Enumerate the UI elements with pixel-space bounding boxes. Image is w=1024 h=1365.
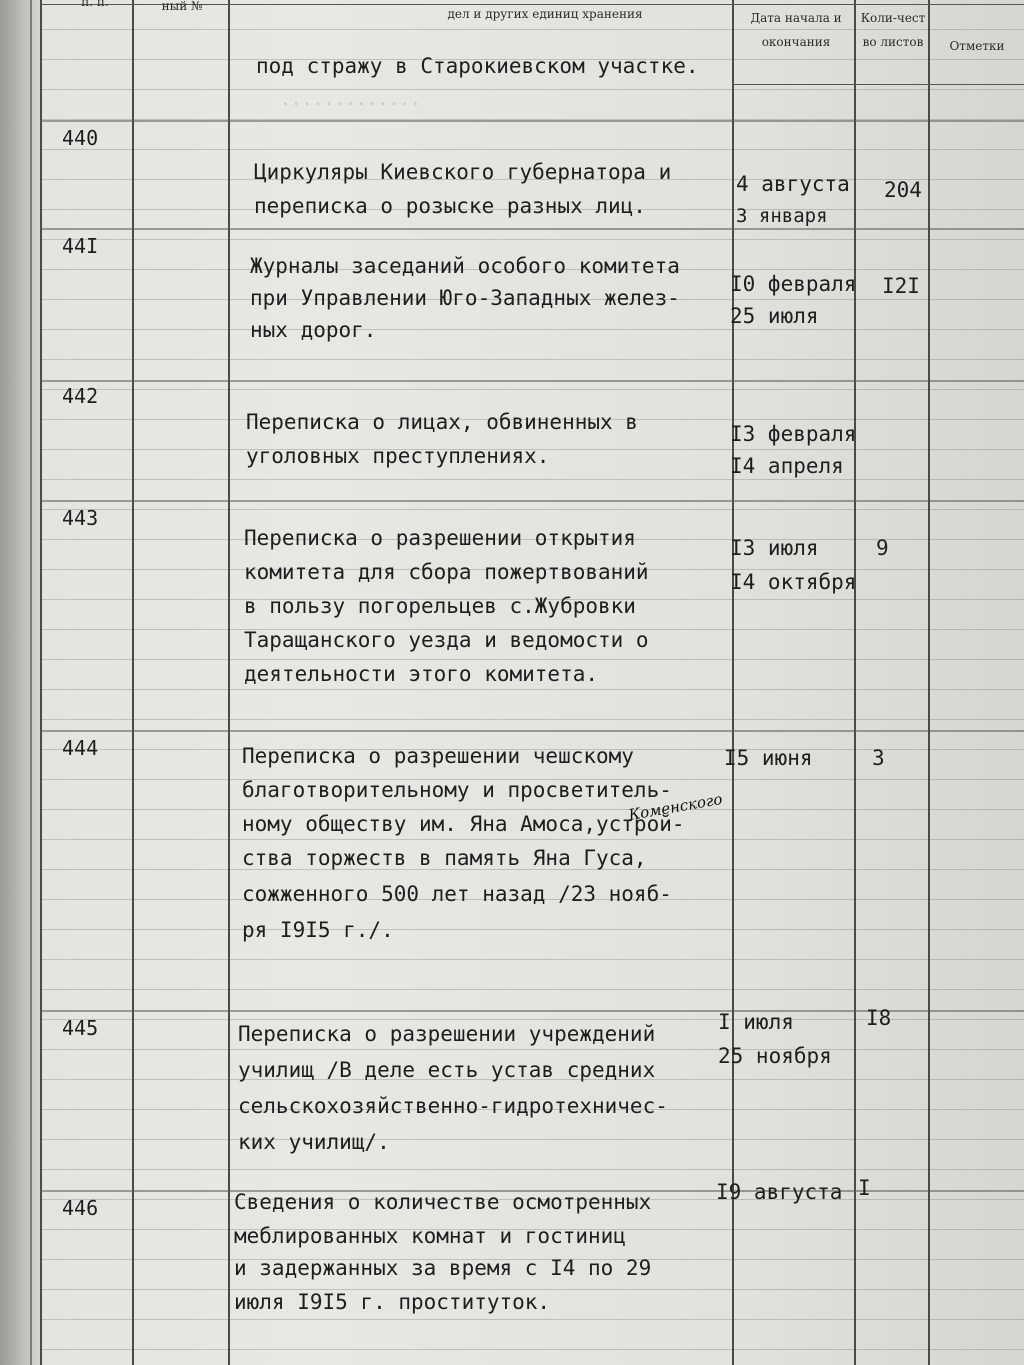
entry-date-start: I3 июля <box>730 536 819 560</box>
entry-description-line: ному обществу им. Яна Амоса,устрой- <box>242 812 685 836</box>
entry-description-line: ных дорог. <box>250 318 377 342</box>
entry-date-start: I0 февраля <box>730 272 857 296</box>
entry-description-line: Переписка о разрешении чешскому <box>242 744 634 768</box>
entry-number: 443 <box>62 506 99 530</box>
entry-description-line: при Управлении Юго-Западных желез- <box>250 286 680 310</box>
entry-description-line: Таращанского уезда и ведомости о <box>244 628 649 652</box>
entry-description-line: уголовных преступлениях. <box>246 444 550 468</box>
entry-sheet-count: 204 <box>884 178 922 202</box>
entry-description-line: сельскохозяйственно-гидротехничес- <box>238 1094 668 1118</box>
entry-number: 44I <box>62 234 99 258</box>
row-separator <box>40 120 1024 122</box>
entry-description-line: ря I9I5 г./. <box>242 918 394 942</box>
entry-sheet-count: I8 <box>866 1006 892 1030</box>
row-separator <box>40 228 1024 230</box>
column-rule <box>132 0 134 1365</box>
entry-sheet-count: 9 <box>876 536 889 560</box>
entry-description-line: меблированных комнат и гостиниц <box>234 1224 626 1248</box>
entry-date-end: 25 ноября <box>718 1044 832 1068</box>
entry-sheet-count: I <box>858 1176 871 1200</box>
header-bottom-rule <box>732 84 1024 85</box>
entry-description-line: Переписка о лицах, обвиненных в <box>246 410 638 434</box>
entry-date-end: 25 июля <box>730 304 819 328</box>
row-separator <box>40 380 1024 382</box>
bleed-through: ············· <box>280 94 421 115</box>
entry-number: 444 <box>62 736 99 760</box>
entry-description-line: Циркуляры Киевского губернатора и <box>254 160 672 184</box>
entry-date-start: I3 февраля <box>730 422 857 446</box>
row-separator <box>40 730 1024 732</box>
entry-description-line: благотворительному и просветитель- <box>242 778 672 802</box>
handwritten-insertion: Коменского <box>627 789 724 825</box>
entry-number: 446 <box>62 1196 99 1220</box>
header-sheets: Коли-чество листов <box>860 11 926 49</box>
entry-description-line: Переписка о разрешении учреждений <box>238 1022 656 1046</box>
entry-description-line: в пользу погорельцев с.Жубровки <box>244 594 636 618</box>
entry-description-line: июля I9I5 г. проституток. <box>234 1290 551 1314</box>
entry-date-start: I9 августа <box>716 1180 843 1204</box>
column-rule <box>40 0 42 1365</box>
entry-description-line: Сведения о количестве осмотренных <box>234 1190 652 1214</box>
entry-number: 442 <box>62 384 99 408</box>
entry-description-line: и задержанных за время с I4 по 29 <box>234 1256 652 1280</box>
entry-date-end: I4 апреля <box>730 454 844 478</box>
continuation-text: под стражу в Старокиевском участке. <box>256 54 699 78</box>
header-notes: Отметки <box>949 39 1005 53</box>
entry-description-line: Журналы заседаний особого комитета <box>250 254 680 278</box>
entry-sheet-count: I2I <box>882 274 920 298</box>
entry-date-start: I5 июня <box>724 746 813 770</box>
entry-description-line: ких училищ/. <box>238 1130 390 1154</box>
header-index: ный № <box>161 0 203 13</box>
entry-number: 440 <box>62 126 99 150</box>
header-num: п. п. <box>81 0 109 9</box>
row-separator <box>40 500 1024 502</box>
entry-description-line: ства торжеств в память Яна Гуса, <box>242 846 647 870</box>
header-dates: Дата начала и окончания <box>750 11 842 49</box>
entry-description-line: училищ /В деле есть устав средних <box>238 1058 656 1082</box>
entry-description-line: комитета для сбора пожертвований <box>244 560 649 584</box>
entry-number: 445 <box>62 1016 99 1040</box>
entry-description-line: Переписка о разрешении открытия <box>244 526 636 550</box>
entry-sheet-count: 3 <box>872 746 885 770</box>
column-rule <box>228 0 230 1365</box>
entry-date-start: 4 августа <box>736 172 850 196</box>
entry-date-start: I июля <box>718 1010 794 1034</box>
entry-date-end: 3 января <box>736 205 828 227</box>
binding-spine <box>0 0 42 1365</box>
entry-description-line: переписка о розыске разных лиц. <box>254 194 646 218</box>
entry-description-line: сожженного 500 лет назад /23 нояб- <box>242 882 672 906</box>
header-title: дел и других единиц хранения <box>447 7 643 21</box>
entry-date-end: I4 октября <box>730 570 857 594</box>
binding-edge <box>30 0 32 1365</box>
entry-description-line: деятельности этого комитета. <box>244 662 599 686</box>
